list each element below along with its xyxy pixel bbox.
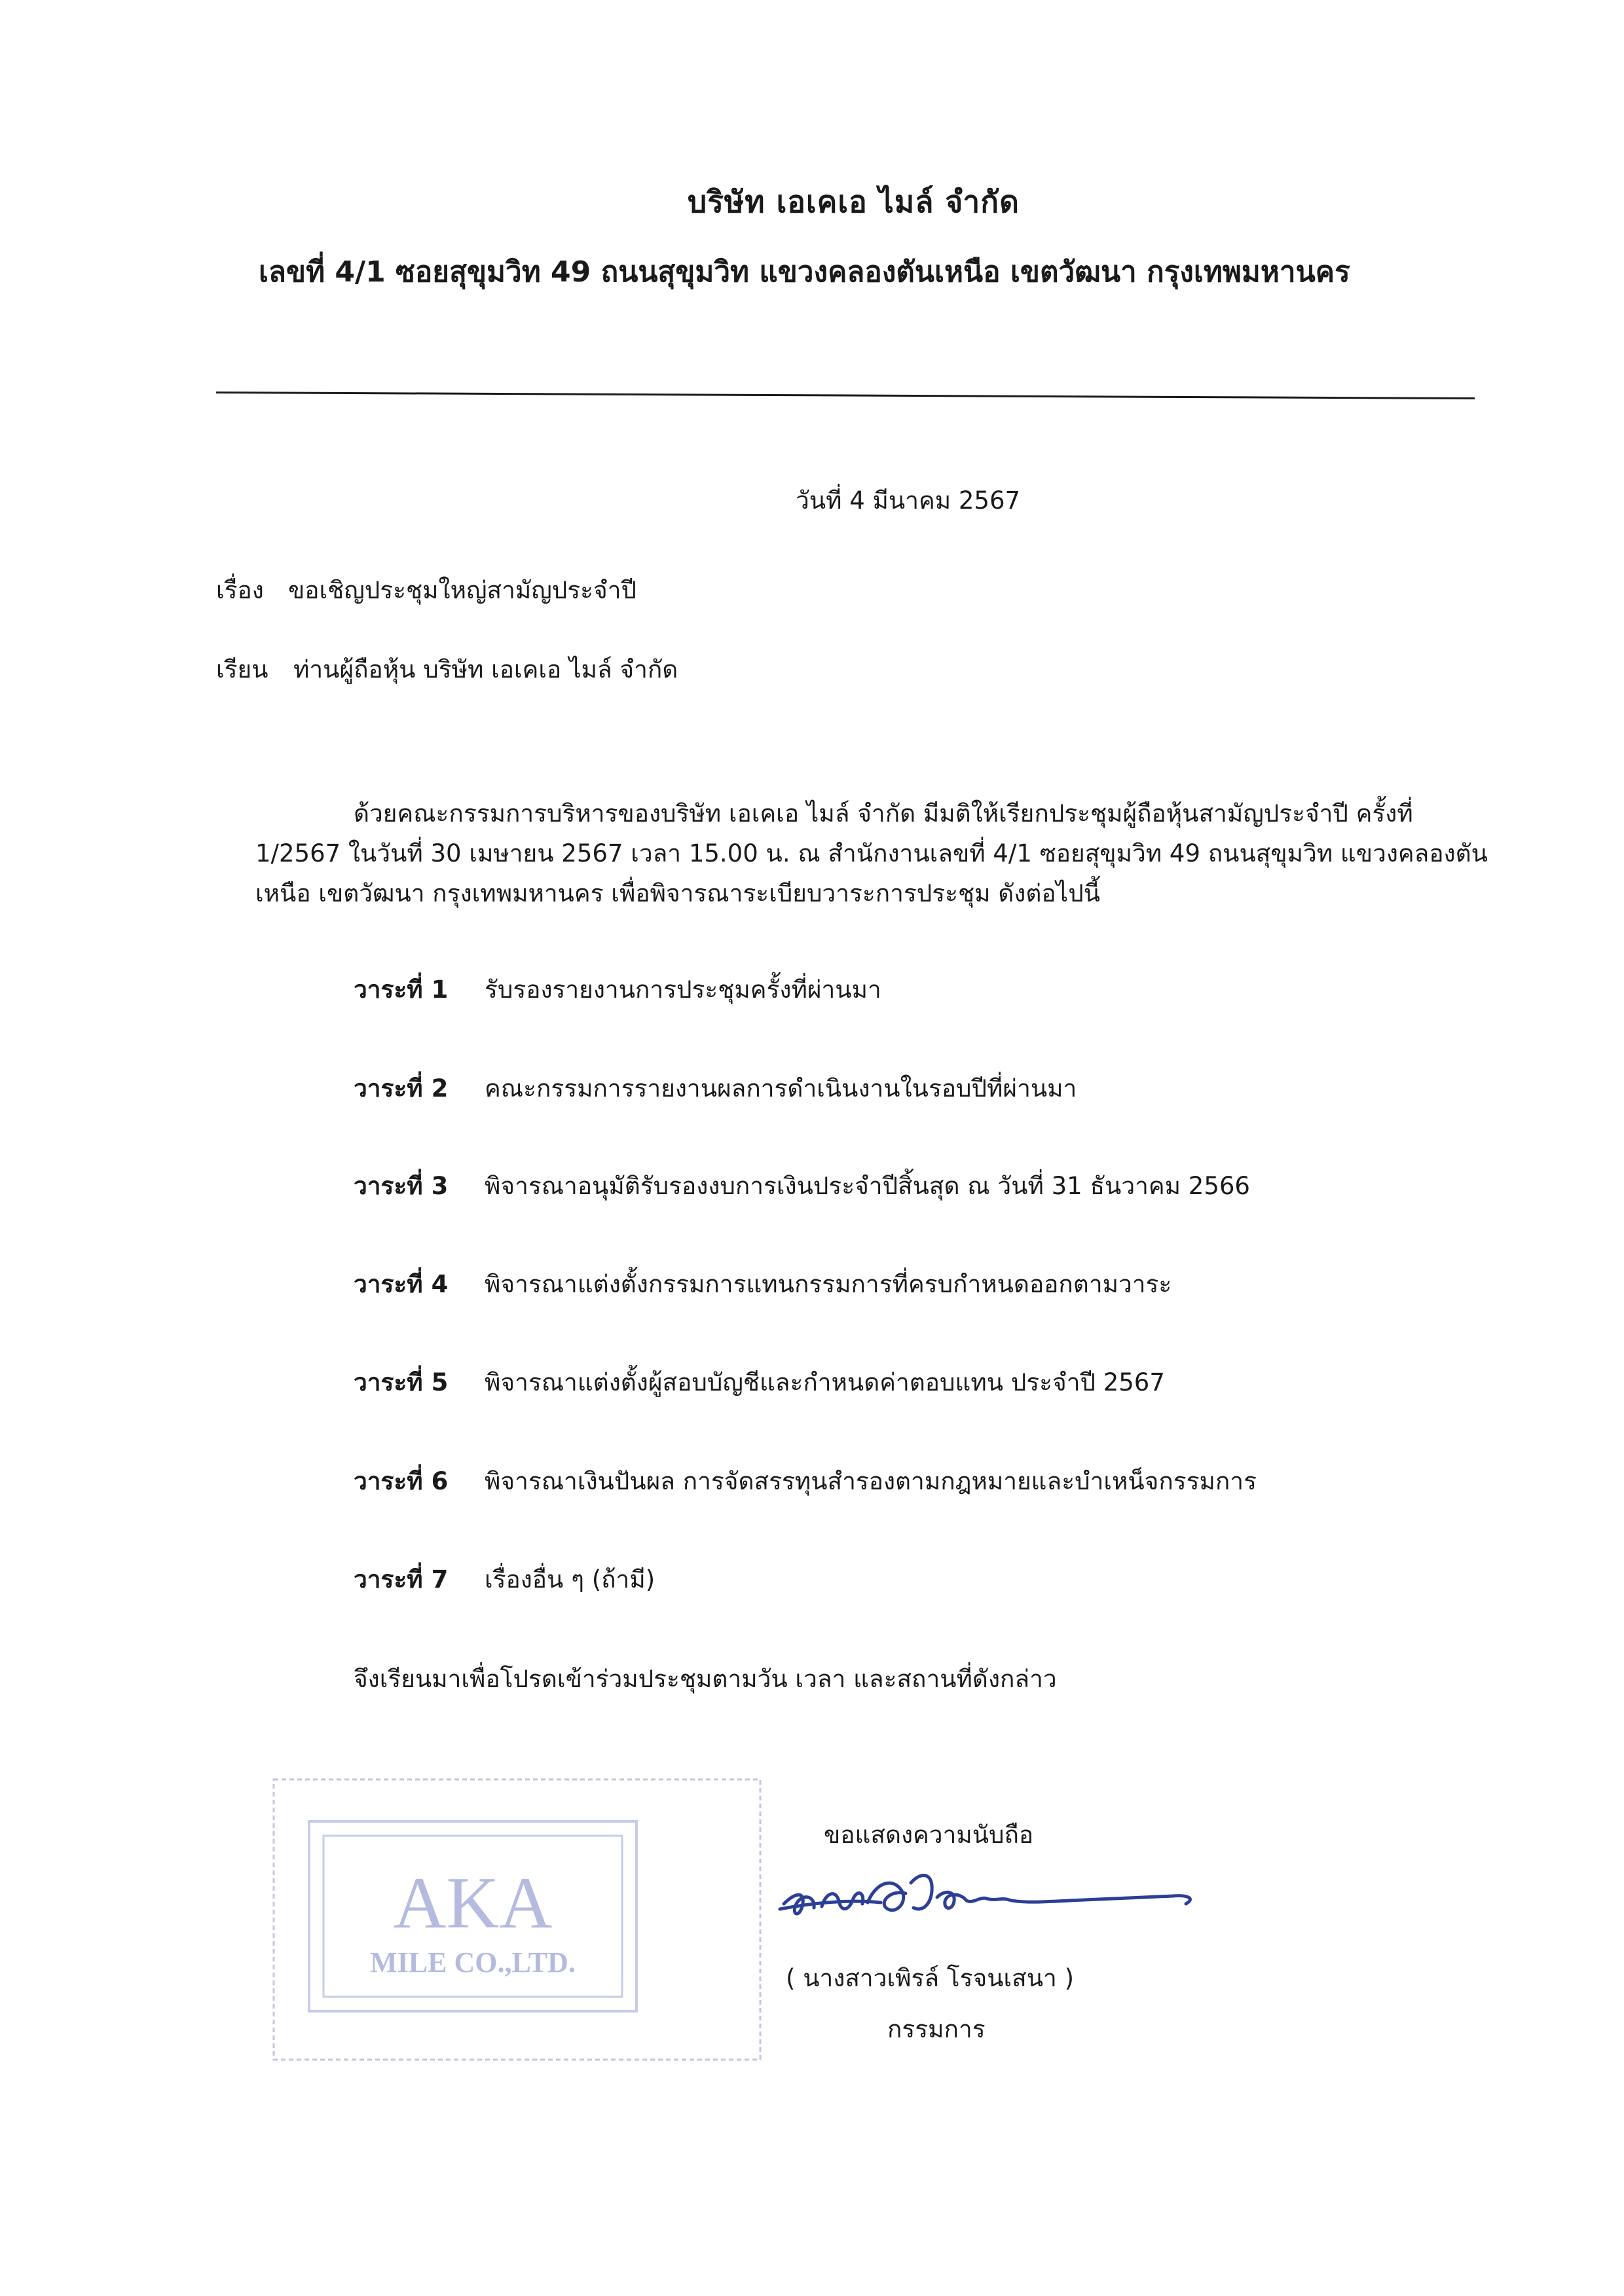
signature-greeting: ขอแสดงความนับถือ bbox=[824, 1821, 1034, 1849]
closing-line: จึงเรียนมาเพื่อโปรดเข้าร่วมประชุมตามวัน เวลา และสถานที่ดังกล่าว bbox=[354, 1665, 1057, 1693]
agenda-text: พิจารณาแต่งตั้งกรรมการแทนกรรมการที่ครบกำหนดออกตามวาระ bbox=[485, 1270, 1172, 1298]
company-address: เลขที่ 4/1 ซอยสุขุมวิท 49 ถนนสุขุมวิท แขวงคลองตันเหนือ เขตวัฒนา กรุงเทพมหานคร bbox=[259, 255, 1350, 289]
agenda-number: วาระที่ 2 bbox=[354, 1074, 449, 1102]
company-stamp bbox=[270, 1776, 764, 2064]
agenda-text: พิจารณาอนุมัติรับรองงบการเงินประจำปีสิ้นสุด ณ วันที่ 31 ธันวาคม 2566 bbox=[485, 1172, 1250, 1200]
agenda-number: วาระที่ 3 bbox=[354, 1172, 449, 1200]
agenda-item bbox=[354, 970, 1506, 1009]
agenda-number: วาระที่ 5 bbox=[354, 1368, 449, 1396]
signatory-name: ( นางสาวเพิรล์ โรจนเสนา ) bbox=[786, 1964, 1075, 1992]
recipient-text: ท่านผู้ถือหุ้น บริษัท เอเคเอ ไมล์ จำกัด bbox=[293, 655, 678, 683]
subject-label: เรื่อง bbox=[216, 576, 264, 604]
recipient-label: เรียน bbox=[216, 655, 268, 683]
agenda-text: พิจารณาแต่งตั้งผู้สอบบัญชีและกำหนดค่าตอบแทน ประจำปี 2567 bbox=[485, 1368, 1165, 1396]
agenda-item bbox=[354, 1462, 1506, 1501]
stamp-title: AKA bbox=[393, 1863, 553, 1944]
agenda-number: วาระที่ 7 bbox=[354, 1565, 449, 1594]
agenda-number: วาระที่ 1 bbox=[354, 975, 449, 1004]
stamp-subtitle: MILE CO.,LTD. bbox=[370, 1946, 576, 1978]
agenda-item bbox=[354, 1265, 1506, 1303]
agenda-item bbox=[354, 1167, 1506, 1205]
agenda-text: พิจารณาเงินปันผล การจัดสรรทุนสำรองตามกฎหมายและบำเหน็จกรรมการ bbox=[485, 1467, 1257, 1495]
agenda-item bbox=[354, 1363, 1506, 1402]
signatory-title: กรรมการ bbox=[887, 2015, 986, 2043]
agenda-text: เรื่องอื่น ๆ (ถ้ามี) bbox=[485, 1565, 655, 1594]
body-paragraph: ด้วยคณะกรรมการบริหารของบริษัท เอเคเอ ไมล์ จำกัด มีมติให้เรียกประชุมผู้ถือหุ้นสามัญประจำปี ครั้งที่ 1/2567 ในวันที่ 30 เมษายน 2567 เวลา 15.00 น. ณ สำนักงานเลขที่ 4/1 ซอยสุขุมวิท 49 ถนนสุขุมวิท แขวงคลองตันเหนือ เขตวัฒนา กรุงเทพมหานคร เพื่อพิจารณาระเบียบวาระการประชุม ดังต่อไปนี้ bbox=[255, 799, 1488, 907]
agenda-item bbox=[354, 1069, 1506, 1108]
header-divider bbox=[216, 392, 1475, 399]
agenda-text: คณะกรรมการรายงานผลการดำเนินงานในรอบปีที่ผ่านมา bbox=[485, 1074, 1077, 1102]
handwritten-signature bbox=[776, 1853, 1234, 1938]
agenda-number: วาระที่ 6 bbox=[354, 1467, 449, 1495]
subject-text: ขอเชิญประชุมใหญ่สามัญประจำปี bbox=[288, 576, 637, 604]
agenda-number: วาระที่ 4 bbox=[354, 1270, 449, 1298]
company-name: บริษัท เอเคเอ ไมล์ จำกัด bbox=[688, 184, 1020, 219]
agenda-text: รับรองรายงานการประชุมครั้งที่ผ่านมา bbox=[485, 975, 881, 1004]
letter-date: วันที่ 4 มีนาคม 2567 bbox=[796, 486, 1021, 515]
agenda-item bbox=[354, 1560, 1506, 1599]
